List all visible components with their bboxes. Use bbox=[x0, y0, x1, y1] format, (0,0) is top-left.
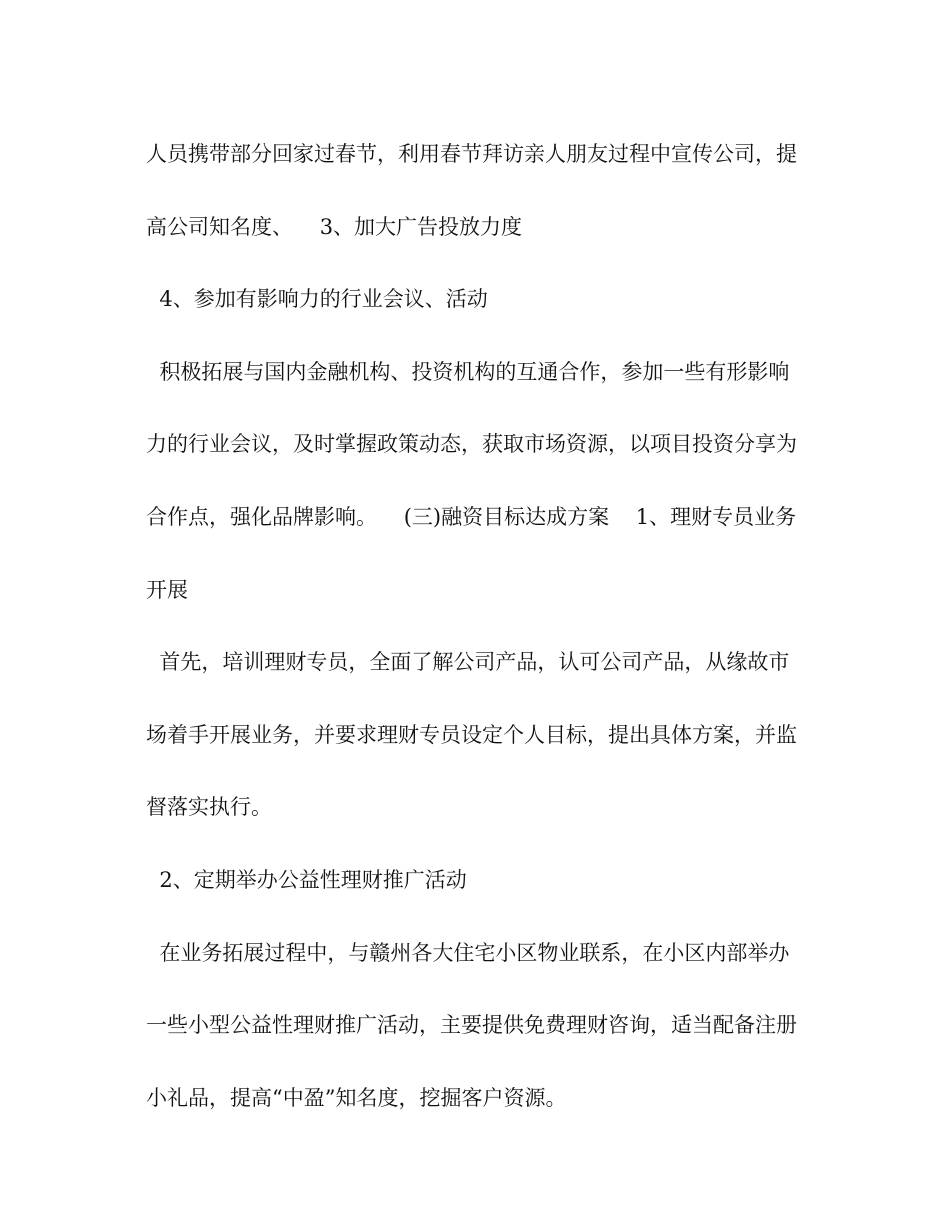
paragraph-promotion-heading: 2、定期举办公益性理财推广活动 bbox=[146, 867, 467, 892]
paragraph-industry-meetings-heading: 4、参加有影响力的行业会议、活动 bbox=[146, 287, 488, 312]
document-body bbox=[146, 118, 806, 1134]
paragraph-training: 首先，培训理财专员，全面了解公司产品，认可公司产品，从缘故市场着手开展业务，并要求理财专员设定个人目标，提出具体方案，并监督落实执行。 bbox=[146, 650, 797, 820]
paragraph-cooperation: 积极拓展与国内金融机构、投资机构的互通合作，参加一些有形影响力的行业会议，及时掌握政策动态，获取市场资源，以项目投资分享为合作点，强化品牌影响。 (三)融资目标达成方案 1、理财专员业务开展 bbox=[146, 359, 797, 602]
paragraph-spring-festival: 人员携带部分回家过春节，利用春节拜访亲人朋友过程中宣传公司，提高公司知名度、 3、加大广告投放力度 bbox=[146, 142, 797, 239]
paragraph-community-events: 在业务拓展过程中，与赣州各大住宅小区物业联系，在小区内部举办一些小型公益性理财推广活动，主要提供免费理财咨询，适当配备注册小礼品，提高“中盈”知名度，挖掘客户资源。 bbox=[146, 940, 797, 1110]
